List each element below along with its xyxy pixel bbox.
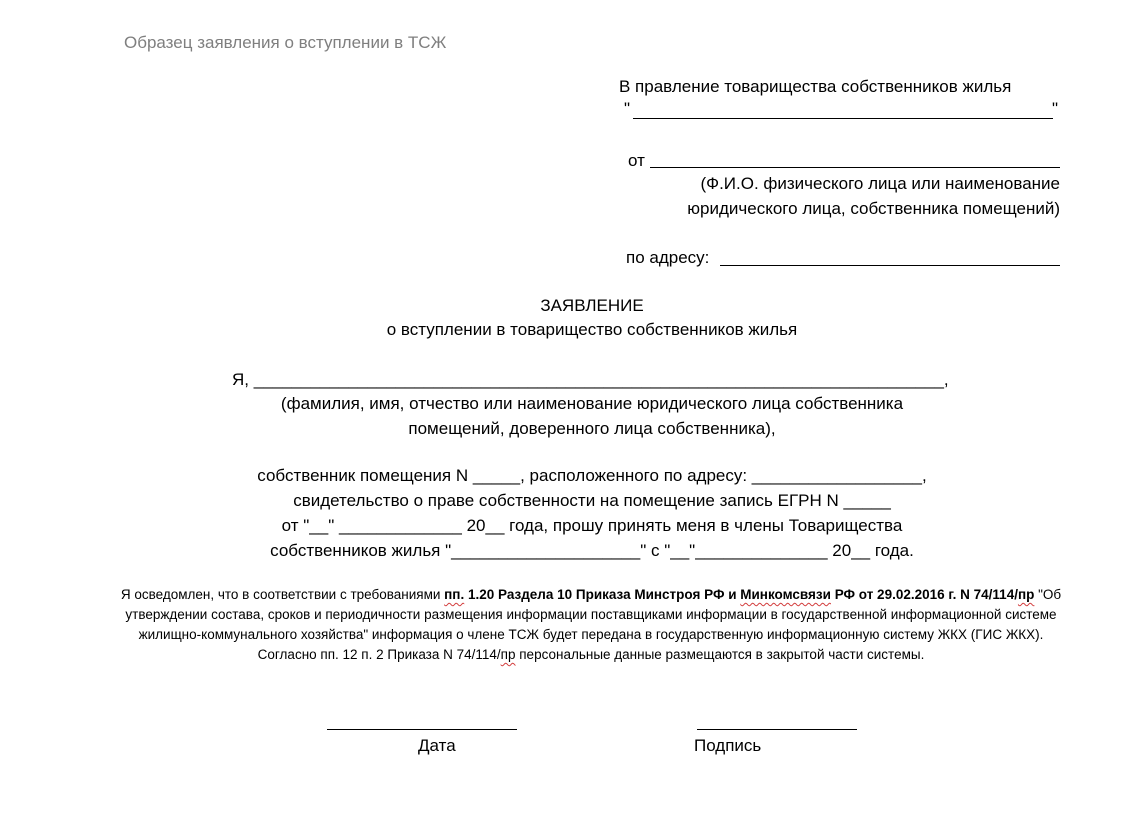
ownership-certificate-line: свидетельство о праве собственности на помещение запись ЕГРН N _____ [293,491,891,510]
address-blank-line [720,265,1060,266]
document-caption: Образец заявления о вступлении в ТСЖ [124,33,447,52]
signature-label: Подпись [694,736,762,755]
consent-text-3: пр [500,647,516,662]
fio-hint-line-1: (Ф.И.О. физического лица или наименование [700,174,1060,193]
date-label: Дата [418,736,456,755]
applicant-name-line: Я, _________________________________________________________________________, [232,370,949,389]
consent-bold-2: 1.20 Раздела 10 Приказа Минстроя РФ и [464,587,741,602]
from-label: от [628,151,645,170]
applicant-hint-line-1: (фамилия, имя, отчество или наименование юридического лица собственника [280,394,904,413]
date-blank-line [327,729,517,730]
consent-bold-1: пп. [444,587,465,602]
consent-bold-4: РФ от 29.02.2016 г. N 74/114/ [830,587,1018,602]
hoa-name-date-line: собственников жилья "____________________" с "__"______________ 20__ года. [270,541,914,560]
signature-blank-line [697,729,857,730]
consent-text-2: "Об утверждении состава, сроков и периодичности размещения информации поставщиками информации в государственной информационной системе жилищно-коммунального хозяйства" информация о члене ТСЖ будет передана в государственную информационную систему ЖКХ (ГИС ЖКХ). Согласно пп. 12 п. 2 Приказа N 74/114/ [125,587,1062,662]
request-line: от "__" _____________ 20__ года, прошу принять меня в члены Товарищества [281,516,903,535]
address-label: по адресу: [626,248,710,267]
consent-paragraph [118,585,1064,665]
quote-open: " [624,99,631,118]
statement-title: ЗАЯВЛЕНИЕ [540,296,644,315]
addressee-line: В правление товарищества собственников жилья [619,77,1012,96]
consent-text-1: Я осведомлен, что в соответствии с требованиями [120,587,445,602]
consent-bold-3: Минкомсвязи [740,587,831,602]
fio-hint-line-2: юридического лица, собственника помещений) [687,199,1060,218]
hoa-name-blank-line [633,118,1053,119]
consent-bold-5: пр [1017,587,1035,602]
statement-subtitle: о вступлении в товарищество собственников жилья [386,320,798,339]
applicant-hint-line-2: помещений, доверенного лица собственника), [408,419,776,438]
consent-text-4: персональные данные размещаются в закрытой части системы. [515,647,925,662]
quote-close: " [1052,99,1059,118]
applicant-blank-line [650,167,1060,168]
property-line: собственник помещения N _____, расположенного по адресу: __________________, [257,466,927,485]
